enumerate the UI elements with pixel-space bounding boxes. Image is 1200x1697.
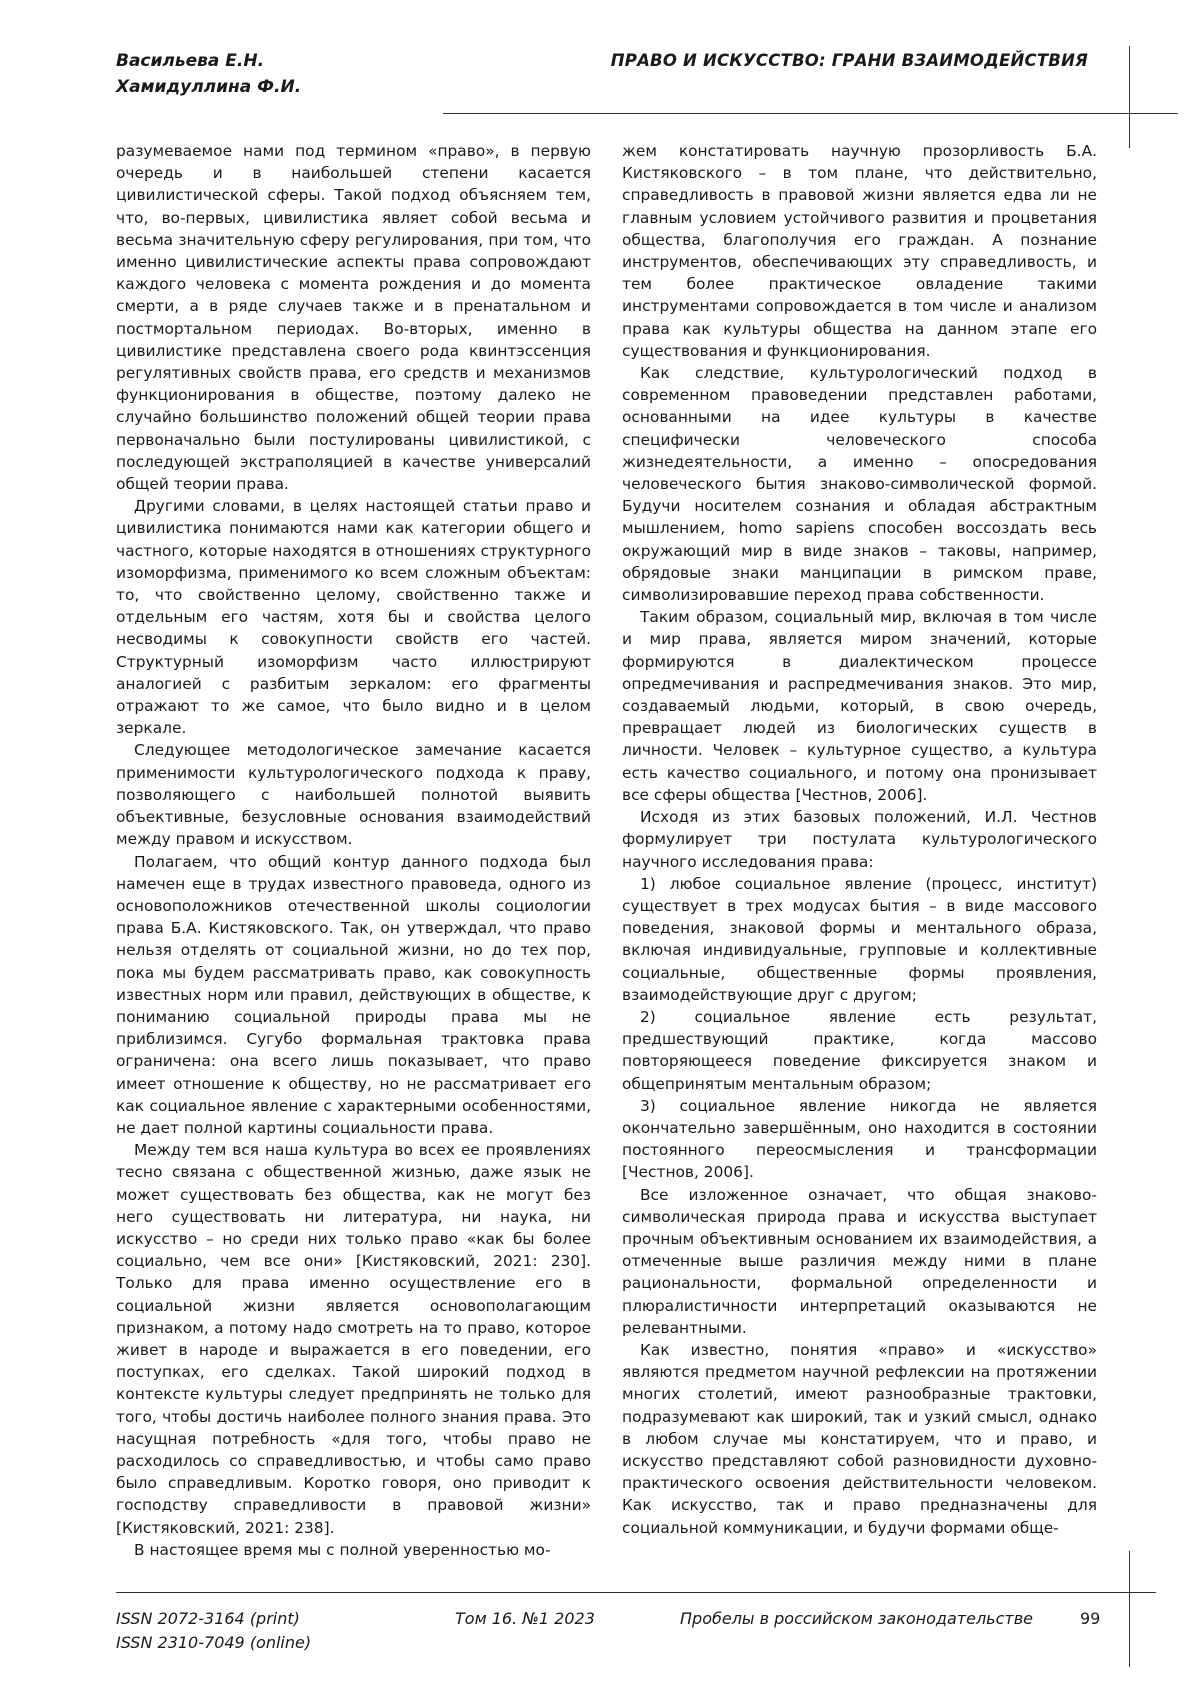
header-rule-horizontal <box>443 113 1178 114</box>
footer-journal-name: Пробелы в российском законодательстве <box>680 1607 1033 1631</box>
paragraph: Между тем вся наша культура во всех ее проявлениях тесно связана с общественной жизнью, даже язык не может существовать без общества, как не могут без него существовать ни литература, ни наука, ни искусство – но среди них только право «как бы более социально, чем все они» [Кистяковский, 2021: 230]. Только для права именно осуществление его в социальной жизни является основополагающим признаком, а потому надо смотреть на то право, которое живет в народе и выражается в его поведении, его поступках, его сделках. Такой широкий подход в контексте культуры следует предпринять не только для того, чтобы достичь наиболее полного знания права. Это насущная потребность «для того, чтобы право не расходилось со справедливостью, и чтобы само право было справедливым. Коротко говоря, оно приводит к господству справедливости в правовой жизни» [Кистяковский, 2021: 238]. <box>116 1139 591 1539</box>
paragraph: Как известно, понятия «право» и «искусство» являются предметом научной рефлексии на протяжении многих столетий, имеют разнообразные трактовки, подразумевают как широкий, так и узкий смысл, однако в любом случае мы констатируем, что и право, и искусство представляют собой разновидности духовно-практического освоения действительности человеком. Как искусство, так и право предназначены для социальной коммуникации, и будучи формами обще- <box>622 1339 1097 1539</box>
paragraph: Все изложенное означает, что общая знаково-символическая природа права и искусства выступает прочным объективным основанием их взаимодействия, а отмеченные выше различия между ними в плане рациональности, формальной определенности и плюралистичности интерпретаций оказываются не релевантными. <box>622 1184 1097 1339</box>
paragraph: Следующее методологическое замечание касается применимости культурологического подхода к праву, позволяющего с наибольшей полнотой выявить объективные, безусловные основания взаимодействий между правом и искусством. <box>116 739 591 850</box>
footer-rule-vertical <box>1129 1551 1130 1667</box>
section-title: ПРАВО И ИСКУССТВО: ГРАНИ ВЗАИМОДЕЙСТВИЯ <box>611 48 1088 74</box>
authors <box>116 48 301 100</box>
issn-print: ISSN 2072-3164 (print) <box>116 1607 311 1631</box>
paragraph: Другими словами, в целях настоящей статьи право и цивилистика понимаются нами как категории общего и частного, которые находятся в отношениях структурного изоморфизма, применимого ко всем сложным объектам: то, что свойственно целому, свойственно также и отдельным его частям, хотя бы и свойства целого несводимы к совокупности свойств его частей. Структурный изоморфизм часто иллюстрируют аналогией с разбитым зеркалом: его фрагменты отражают то же самое, что было видно и в целом зеркале. <box>116 495 591 739</box>
list-item: 1) любое социальное явление (процесс, институт) существует в трех модусах бытия – в виде массового поведения, знаковой формы и ментального образа, включая индивидуальные, групповые и коллективные социальные, общественные формы проявления, взаимодействующие друг с другом; <box>622 873 1097 1006</box>
author-1: Васильева Е.Н. <box>116 48 301 74</box>
paragraph: В настоящее время мы с полной уверенностью мо- <box>116 1539 591 1561</box>
list-item: 3) социальное явление никогда не является окончательно завершённым, оно находится в состоянии постоянного переосмысления и трансформации [Честнов, 2006]. <box>622 1095 1097 1184</box>
issn-online: ISSN 2310-7049 (online) <box>116 1631 311 1655</box>
footer-rule-horizontal <box>116 1592 1156 1593</box>
left-column <box>116 140 591 1561</box>
paragraph: Полагаем, что общий контур данного подхода был намечен еще в трудах известного правоведа, одного из основоположников отечественной школы социологии права Б.А. Кистяковского. Так, он утверждал, что право нельзя отделять от социальной жизни, но до тех пор, пока мы будем рассматривать право, как совокупность известных норм или правил, действующих в обществе, к пониманию социальной природы права мы не приблизимся. Сугубо формальная трактовка права ограничена: она всего лишь показывает, что право имеет отношение к обществу, но не рассматривает его как социальное явление с характерными особенностями, не дает полной картины социальности права. <box>116 851 591 1140</box>
list-item: 2) социальное явление есть результат, предшествующий практике, когда массово повторяющееся поведение фиксируется знаком и общепринятым ментальным образом; <box>622 1006 1097 1095</box>
right-column <box>622 140 1097 1539</box>
paragraph: Исходя из этих базовых положений, И.Л. Честнов формулирует три постулата культурологического научного исследования права: <box>622 806 1097 873</box>
author-2: Хамидуллина Ф.И. <box>116 74 301 100</box>
paragraph: жем констатировать научную прозорливость Б.А. Кистяковского – в том плане, что действительно, справедливость в правовой жизни является едва ли не главным условием устойчивого развития и процветания общества, благополучия его граждан. А познание инструментов, обеспечивающих эту справедливость, и тем более практическое овладение такими инструментами сопровождается в том числе и анализом права как культуры общества на данном этапе его существования и функционирования. <box>622 140 1097 362</box>
paragraph: Таким образом, социальный мир, включая в том числе и мир права, является миром значений, которые формируются в диалектическом процессе опредмечивания и распредмечивания знаков. Это мир, создаваемый людьми, который, в свою очередь, превращает людей из биологических существ в личности. Человек – культурное существо, а культура есть качество социального, и потому она пронизывает все сферы общества [Честнов, 2006]. <box>622 606 1097 806</box>
footer-issn <box>116 1607 311 1655</box>
page-number: 99 <box>1080 1607 1100 1631</box>
paragraph: разумеваемое нами под термином «право», в первую очередь и в наибольшей степени касается цивилистической сферы. Такой подход объясняем тем, что, во-первых, цивилистика являет собой весьма и весьма значительную сферу регулирования, при том, что именно цивилистические аспекты права сопровождают каждого человека с момента рождения и до момента смерти, а в ряде случаев также и в пренатальном и постмортальном периодах. Во-вторых, именно в цивилистике представлена своего рода квинтэссенция регулятивных свойств права, его средств и механизмов функционирования в обществе, поэтому далеко не случайно большинство положений общей теории права первоначально были постулированы цивилистикой, с последующей экстраполяцией в качестве универсалий общей теории права. <box>116 140 591 495</box>
header-rule-vertical <box>1129 46 1130 148</box>
footer-volume: Том 16. №1 2023 <box>455 1607 595 1631</box>
paragraph: Как следствие, культурологический подход в современном правоведении представлен работами, основанными на идее культуры в качестве специфически человеческого способа жизнедеятельности, а именно – опосредования человеческого бытия знаково-символической формой. Будучи носителем сознания и обладая абстрактным мышлением, homo sapiens способен воссоздать весь окружающий мир в виде знаков – таковы, например, обрядовые знаки манципации в римском праве, символизировавшие переход права собственности. <box>622 362 1097 606</box>
